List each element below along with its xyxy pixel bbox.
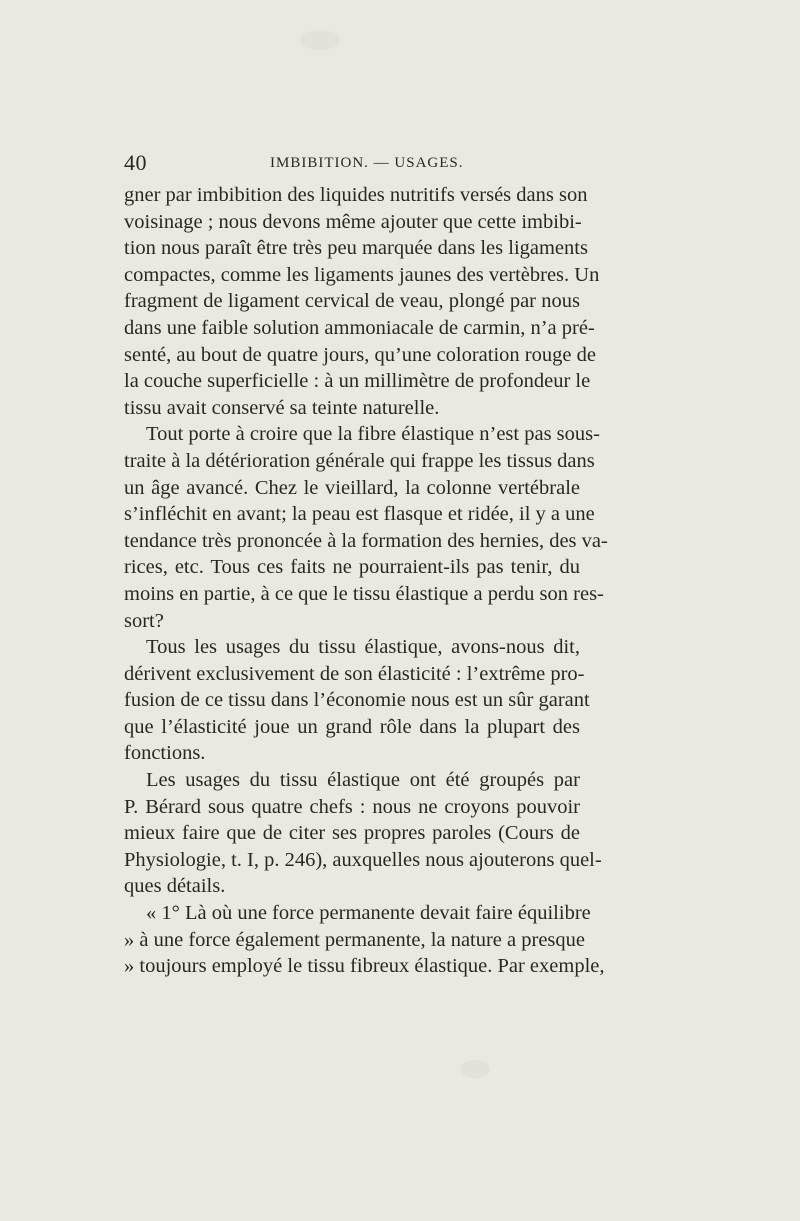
body-text (124, 182, 608, 980)
text-line: » toujours employé le tissu fibreux élastique. Par exemple, (124, 955, 605, 978)
text-line: fonctions. (124, 742, 206, 765)
text-line: rices, etc. Tous ces faits ne pourraient-ils pas tenir, du (124, 556, 580, 579)
text-line: « 1° Là où une force permanente devait faire équilibre (146, 902, 591, 925)
text-line: compactes, comme les ligaments jaunes des vertèbres. Un (124, 263, 600, 286)
text-line: Physiologie, t. I, p. 246), auxquelles nous ajouterons quel- (124, 848, 602, 871)
text-line: tissu avait conservé sa teinte naturelle. (124, 396, 440, 419)
text-line: la couche superficielle : à un millimètre de profondeur le (124, 370, 591, 393)
text-line: un âge avancé. Chez le vieillard, la colonne vertébrale (124, 476, 580, 499)
text-line: mieux faire que de citer ses propres paroles (Cours de (124, 822, 580, 845)
text-line: tion nous paraît être très peu marquée dans les ligaments (124, 237, 588, 260)
text-line: fusion de ce tissu dans l’économie nous est un sûr garant (124, 689, 590, 712)
text-line: Les usages du tissu élastique ont été groupés par (146, 769, 580, 792)
text-line: traite à la détérioration générale qui frappe les tissus dans (124, 449, 595, 472)
paper-stain (460, 1060, 490, 1078)
text-line: tendance très prononcée à la formation des hernies, des va- (124, 529, 608, 552)
running-head: IMBIBITION. — USAGES. (270, 155, 464, 171)
text-line: sort? (124, 609, 164, 632)
text-line: Tous les usages du tissu élastique, avons-nous dit, (146, 636, 580, 659)
text-line: gner par imbibition des liquides nutritifs versés dans son (124, 184, 588, 206)
text-line: ques détails. (124, 875, 226, 898)
text-line: voisinage ; nous devons même ajouter que cette imbibi- (124, 210, 582, 233)
text-line: » à une force également permanente, la nature a presque (124, 928, 586, 951)
text-line: senté, au bout de quatre jours, qu’une coloration rouge de (124, 343, 596, 366)
text-line: s’infléchit en avant; la peau est flasque et ridée, il y a une (124, 503, 595, 526)
text-line: que l’élasticité joue un grand rôle dans la plupart des (124, 715, 580, 738)
text-line: dans une faible solution ammoniacale de carmin, n’a pré- (124, 316, 595, 339)
text-line: Tout porte à croire que la fibre élastique n’est pas sous- (146, 423, 600, 446)
text-line: fragment de ligament cervical de veau, plongé par nous (124, 290, 580, 313)
text-line: dérivent exclusivement de son élasticité : l’extrême pro- (124, 662, 585, 685)
page-number: 40 (124, 150, 147, 175)
text-line: moins en partie, à ce que le tissu élastique a perdu son res- (124, 582, 604, 605)
paper-stain (300, 30, 340, 50)
page-header (124, 150, 580, 180)
text-line: P. Bérard sous quatre chefs : nous ne croyons pouvoir (124, 795, 580, 818)
